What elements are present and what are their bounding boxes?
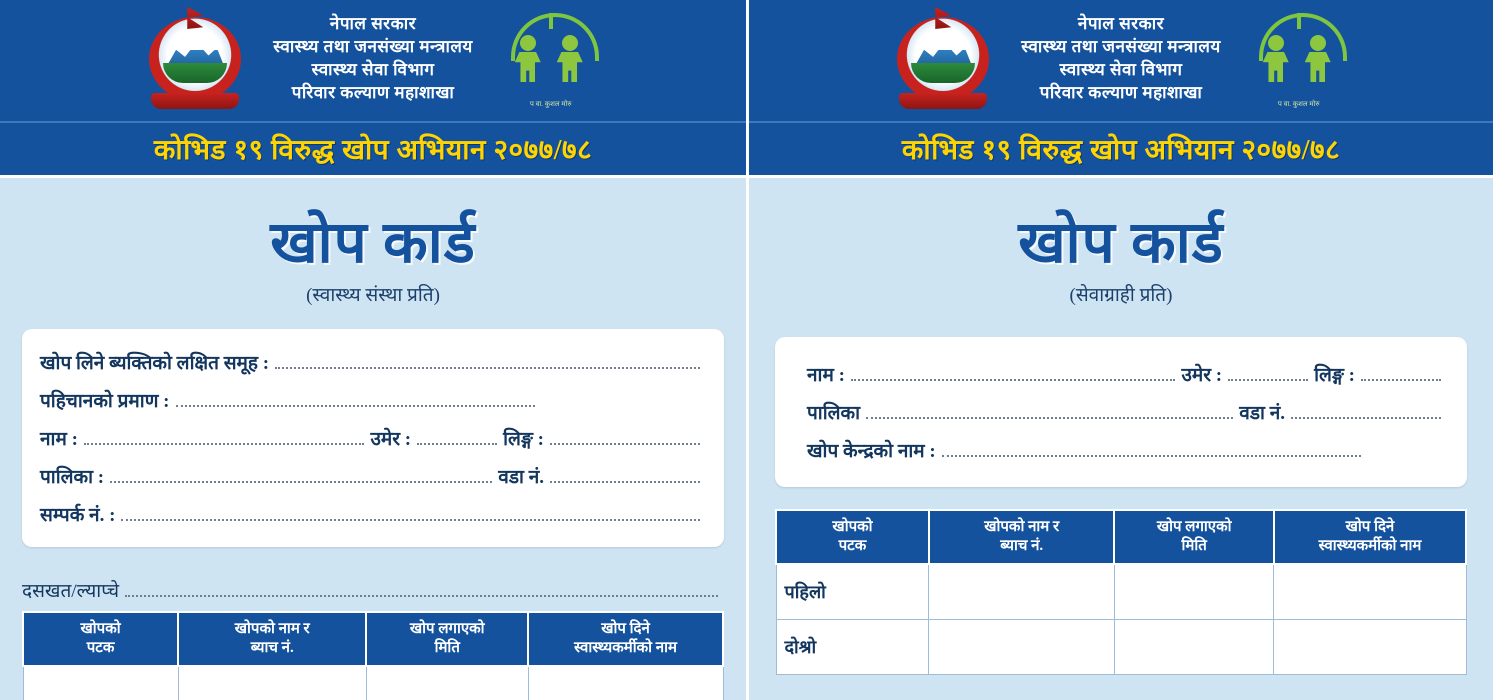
table-header-row-left	[23, 612, 723, 666]
field-age-label-right: उमेर :	[1181, 365, 1223, 386]
field-identity-proof-label: पहिचानको प्रमाण :	[40, 391, 170, 412]
field-sex-input-right[interactable]	[1361, 367, 1441, 381]
field-municipality-input[interactable]	[110, 469, 492, 483]
field-sex-input[interactable]	[550, 431, 700, 445]
field-age-label: उमेर :	[370, 429, 412, 450]
cell-vaccine-batch[interactable]	[929, 564, 1115, 620]
gov-line-3: स्वास्थ्य सेवा विभाग	[311, 60, 435, 79]
gov-line-4: परिवार कल्याण महाशाखा	[1039, 82, 1203, 102]
campaign-band-left	[0, 121, 746, 175]
field-contact-number	[40, 495, 706, 533]
card-body-right	[749, 178, 1493, 700]
logo-caption-left: प वा. कुशल माेरु	[529, 100, 572, 108]
campaign-band-right	[749, 121, 1493, 175]
gov-line-3: स्वास्थ्य सेवा विभाग	[1059, 60, 1183, 79]
field-ward-label-right: वडा नं.	[1239, 403, 1285, 424]
table-header-row-right	[776, 510, 1466, 564]
th-vaccine-batch-left: खोपको नाम र ब्याच नं.	[178, 612, 366, 666]
table-row	[776, 619, 1466, 674]
field-identity-proof-input[interactable]	[176, 393, 535, 407]
th-vaccine-batch-right: खोपको नाम र ब्याच नं.	[929, 510, 1115, 564]
field-contact-number-input[interactable]	[121, 507, 700, 521]
field-target-group-input[interactable]	[275, 355, 700, 369]
patient-details-form-left	[22, 329, 724, 547]
field-identity-proof	[40, 381, 706, 419]
field-municipality-input-right[interactable]	[866, 405, 1233, 419]
th-health-worker-right: खोप दिने स्वास्थ्यकर्मीको नाम	[1274, 510, 1466, 564]
government-heading-left	[273, 13, 472, 105]
field-contact-number-label: सम्पर्क नं. :	[40, 505, 116, 526]
field-age-input[interactable]	[417, 431, 497, 445]
signature-input[interactable]	[125, 583, 718, 597]
field-name-input[interactable]	[84, 431, 365, 445]
gov-line-4: परिवार कल्याण महाशाखा	[291, 82, 455, 102]
header-inner-right	[749, 0, 1493, 118]
recipient-details-form-right	[775, 337, 1467, 487]
field-ward-input-right[interactable]	[1291, 405, 1441, 419]
page-title-right: खोप कार्ड	[1018, 210, 1224, 275]
field-ward-label: वडा नं.	[498, 467, 544, 488]
th-dose-order-left: खोपको पटक	[23, 612, 178, 666]
field-target-group	[40, 343, 706, 381]
field-municipality-ward	[40, 457, 706, 495]
field-vaccination-center-right	[795, 431, 1447, 469]
field-municipality-label: पालिका :	[40, 467, 105, 488]
th-health-worker-left: खोप दिने स्वास्थ्यकर्मीको नाम	[528, 612, 723, 666]
field-name-input-right[interactable]	[851, 367, 1176, 381]
nepal-emblem-icon	[143, 7, 247, 111]
cell-dose-order[interactable]: पहिलो	[776, 564, 929, 620]
cell-health-worker[interactable]	[1274, 619, 1466, 674]
header-inner-left	[0, 0, 746, 118]
gov-line-2: स्वास्थ्य तथा जनसंख्या मन्त्रालय	[1021, 37, 1221, 57]
campaign-title-left: कोभिड १९ विरुद्ध खोप अभियान २०७७/७८	[153, 135, 593, 166]
cell-dose-order[interactable]	[23, 666, 178, 700]
family-welfare-logo-icon	[1247, 9, 1351, 109]
field-sex-label-right: लिङ्ग :	[1314, 365, 1355, 386]
field-ward-input[interactable]	[550, 469, 700, 483]
cell-vaccination-date[interactable]	[366, 666, 528, 700]
cell-vaccine-batch[interactable]	[178, 666, 366, 700]
recipient-copy-card	[749, 0, 1493, 700]
field-municipality-label-right: पालिका	[807, 403, 861, 424]
table-row	[23, 666, 723, 700]
vaccination-table-left	[22, 611, 724, 700]
nepal-emblem-icon	[891, 7, 995, 111]
cell-vaccination-date[interactable]	[1114, 619, 1273, 674]
gov-line-1: नेपाल सरकार	[329, 14, 417, 34]
field-age-input-right[interactable]	[1228, 367, 1308, 381]
cell-dose-order[interactable]: दोश्रो	[776, 619, 929, 674]
field-vaccination-center-label: खोप केन्द्रको नाम :	[807, 441, 936, 462]
government-heading-right	[1021, 13, 1220, 105]
card-body-left	[0, 178, 746, 700]
gov-line-1: नेपाल सरकार	[1077, 14, 1165, 34]
cell-health-worker[interactable]	[528, 666, 723, 700]
card-header-right	[749, 0, 1493, 178]
cell-vaccine-batch[interactable]	[929, 619, 1115, 674]
gov-line-2: स्वास्थ्य तथा जनसंख्या मन्त्रालय	[273, 37, 473, 57]
cell-health-worker[interactable]	[1274, 564, 1466, 620]
field-name-label: नाम :	[40, 429, 78, 450]
page-title-left: खोप कार्ड	[270, 210, 476, 275]
signature-row-left	[22, 577, 724, 603]
field-vaccination-center-input[interactable]	[942, 443, 1361, 457]
field-sex-label: लिङ्ग :	[503, 429, 544, 450]
field-name-age-sex-right	[795, 355, 1447, 393]
field-target-group-label: खोप लिने ब्यक्तिको लक्षित समूह :	[40, 353, 270, 374]
family-welfare-logo-icon	[499, 9, 603, 109]
table-row	[776, 564, 1466, 620]
campaign-title-right: कोभिड १९ विरुद्ध खोप अभियान २०७७/७८	[901, 135, 1341, 166]
th-vaccination-date-left: खोप लगाएको मिति	[366, 612, 528, 666]
cell-vaccination-date[interactable]	[1114, 564, 1273, 620]
th-dose-order-right: खोपको पटक	[776, 510, 929, 564]
page-subtitle-right: (सेवाग्राही प्रति)	[1069, 285, 1173, 306]
th-vaccination-date-right: खोप लगाएको मिति	[1114, 510, 1273, 564]
field-name-label-right: नाम :	[807, 365, 845, 386]
field-name-age-sex	[40, 419, 706, 457]
field-municipality-ward-right	[795, 393, 1447, 431]
logo-caption-right: प वा. कुशल माेरु	[1277, 100, 1320, 108]
page-subtitle-left: (स्वास्थ्य संस्था प्रति)	[306, 285, 440, 306]
signature-label: दसखत/ल्याप्चे	[22, 581, 120, 602]
card-header-left	[0, 0, 746, 178]
vaccination-table-right	[775, 509, 1467, 675]
